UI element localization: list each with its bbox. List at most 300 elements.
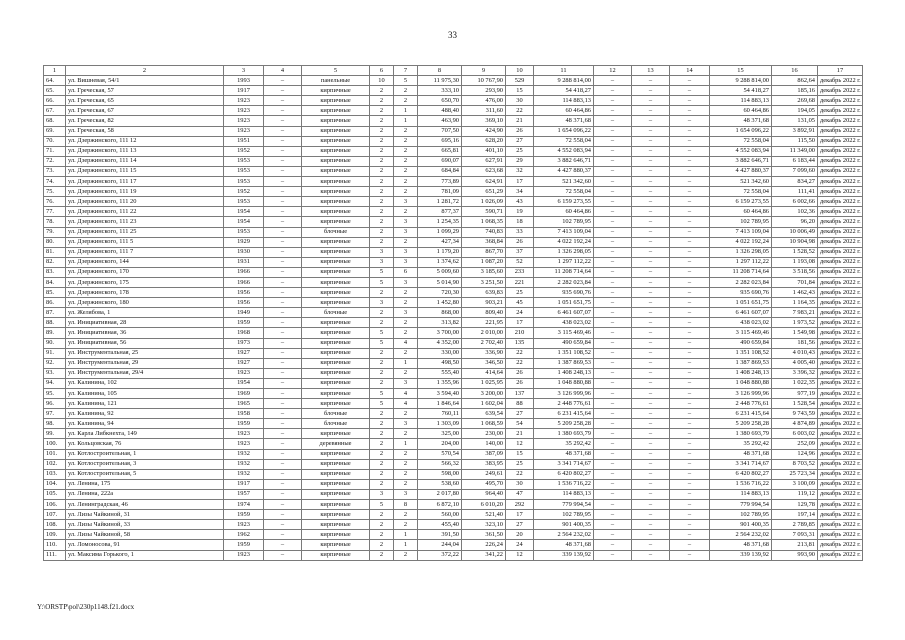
cell-cost-per-sqm: 131,05 (772, 116, 818, 126)
cell-deadline: декабрь 2022 г. (818, 217, 863, 227)
cell-col-13: – (632, 156, 670, 166)
cell-living-area: 1 068,59 (462, 419, 506, 429)
cell-col-12: – (594, 389, 632, 399)
cell-residents: 27 (506, 520, 534, 530)
cell-residents: 21 (506, 116, 534, 126)
cell-total-area: 2 017,80 (418, 489, 462, 499)
cell-entrances: 3 (394, 378, 418, 388)
cell-col-12: – (594, 288, 632, 298)
cell-col-14: – (670, 378, 710, 388)
cell-total-area: 877,37 (418, 207, 462, 217)
cell-total-area: 1 179,20 (418, 247, 462, 257)
cell-col-4: – (264, 520, 302, 530)
cell-total-area: 781,09 (418, 187, 462, 197)
cell-residents: 25 (506, 146, 534, 156)
cell-living-area: 226,24 (462, 540, 506, 550)
cell-row-number: 88. (44, 318, 66, 328)
cell-deadline: декабрь 2022 г. (818, 166, 863, 176)
cell-cost-per-sqm: 4 010,43 (772, 348, 818, 358)
cell-floors: 2 (370, 177, 394, 187)
cell-address: ул. Дзержинского, 170 (66, 267, 224, 277)
cell-col-12: – (594, 318, 632, 328)
cell-col-12: – (594, 207, 632, 217)
cell-living-area: 1 602,04 (462, 399, 506, 409)
cell-living-area: 3 185,60 (462, 267, 506, 277)
cell-deadline: декабрь 2022 г. (818, 338, 863, 348)
cell-col-13: – (632, 550, 670, 560)
cell-row-number: 79. (44, 227, 66, 237)
cell-col-12: – (594, 96, 632, 106)
cell-residents: 30 (506, 479, 534, 489)
cell-wall-material: кирпичные (302, 479, 370, 489)
cell-address: ул. Калинина, 121 (66, 399, 224, 409)
cell-col-13: – (632, 207, 670, 217)
cell-address: ул. Дзержинского, 111 22 (66, 207, 224, 217)
cell-floors: 3 (370, 298, 394, 308)
cell-row-number: 87. (44, 308, 66, 318)
cell-row-number: 104. (44, 479, 66, 489)
cell-col-13: – (632, 540, 670, 550)
cell-col-4: – (264, 318, 302, 328)
cell-build-year: 1917 (224, 479, 264, 489)
cell-build-year: 1949 (224, 308, 264, 318)
cell-floors: 2 (370, 409, 394, 419)
cell-col-13: – (632, 318, 670, 328)
table-row (44, 177, 863, 187)
cell-wall-material: блочные (302, 308, 370, 318)
table-row (44, 197, 863, 207)
cell-build-year: 1930 (224, 247, 264, 257)
cell-floors: 2 (370, 217, 394, 227)
cell-entrances: 3 (394, 257, 418, 267)
cell-col-4: – (264, 106, 302, 116)
cell-row-number: 106. (44, 500, 66, 510)
cell-col-4: – (264, 96, 302, 106)
cell-cost-funded: 2 282 023,84 (710, 277, 772, 287)
cell-wall-material: кирпичные (302, 267, 370, 277)
cell-col-14: – (670, 409, 710, 419)
cell-deadline: декабрь 2022 г. (818, 308, 863, 318)
cell-living-area: 401,10 (462, 146, 506, 156)
cell-living-area: 628,20 (462, 136, 506, 146)
cell-col-14: – (670, 429, 710, 439)
cell-col-4: – (264, 419, 302, 429)
cell-cost-funded: 1 536 716,22 (710, 479, 772, 489)
cell-residents: 26 (506, 368, 534, 378)
cell-cost-funded: 1 048 880,88 (710, 378, 772, 388)
cell-cost-per-sqm: 11 349,00 (772, 146, 818, 156)
cell-cost-per-sqm: 3 518,56 (772, 267, 818, 277)
cell-col-12: – (594, 177, 632, 187)
cell-wall-material: кирпичные (302, 550, 370, 560)
cell-col-13: – (632, 469, 670, 479)
cell-cost-per-sqm: 2 789,85 (772, 520, 818, 530)
cell-cost-funded: 114 883,13 (710, 489, 772, 499)
cell-deadline: декабрь 2022 г. (818, 439, 863, 449)
cell-total-area: 1 281,72 (418, 197, 462, 207)
cell-total-area: 570,54 (418, 449, 462, 459)
cell-total-area: 3 594,40 (418, 389, 462, 399)
cell-col-4: – (264, 348, 302, 358)
cell-living-area: 639,83 (462, 288, 506, 298)
cell-total-area: 720,30 (418, 288, 462, 298)
cell-cost-funded: 3 882 646,71 (710, 156, 772, 166)
cell-wall-material: кирпичные (302, 469, 370, 479)
cell-address: ул. Дзержинского, 111 20 (66, 197, 224, 207)
cell-col-14: – (670, 540, 710, 550)
cell-wall-material: кирпичные (302, 217, 370, 227)
cell-cost-per-sqm: 124,96 (772, 449, 818, 459)
cell-row-number: 86. (44, 298, 66, 308)
cell-residents: 12 (506, 550, 534, 560)
table-row (44, 338, 863, 348)
cell-deadline: декабрь 2022 г. (818, 76, 863, 86)
cell-deadline: декабрь 2022 г. (818, 399, 863, 409)
cell-cost-per-sqm: 8 703,52 (772, 459, 818, 469)
cell-col-14: – (670, 146, 710, 156)
cell-row-number: 66. (44, 96, 66, 106)
cell-row-number: 98. (44, 419, 66, 429)
cell-deadline: декабрь 2022 г. (818, 247, 863, 257)
cell-total-area: 650,70 (418, 96, 462, 106)
cell-col-4: – (264, 207, 302, 217)
cell-wall-material: кирпичные (302, 378, 370, 388)
cell-cost-total: 60 464,86 (534, 207, 594, 217)
table-row (44, 459, 863, 469)
cell-wall-material: кирпичные (302, 237, 370, 247)
cell-total-area: 598,00 (418, 469, 462, 479)
cell-address: ул. Дзержинского, 111 12 (66, 136, 224, 146)
cell-cost-total: 1 297 112,22 (534, 257, 594, 267)
cell-row-number: 72. (44, 156, 66, 166)
cell-cost-total: 438 023,02 (534, 318, 594, 328)
cell-wall-material: кирпичные (302, 277, 370, 287)
cell-build-year: 1956 (224, 298, 264, 308)
cell-build-year: 1969 (224, 389, 264, 399)
cell-floors: 3 (370, 247, 394, 257)
cell-col-4: – (264, 459, 302, 469)
cell-total-area: 1 452,80 (418, 298, 462, 308)
cell-living-area: 590,71 (462, 207, 506, 217)
cell-build-year: 1923 (224, 368, 264, 378)
cell-living-area: 140,00 (462, 439, 506, 449)
cell-col-12: – (594, 419, 632, 429)
cell-col-14: – (670, 96, 710, 106)
cell-residents: 292 (506, 500, 534, 510)
cell-col-12: – (594, 429, 632, 439)
cell-cost-per-sqm: 10 006,49 (772, 227, 818, 237)
cell-col-12: – (594, 500, 632, 510)
cell-living-area: 3 200,00 (462, 389, 506, 399)
cell-residents: 27 (506, 409, 534, 419)
cell-col-14: – (670, 227, 710, 237)
cell-col-14: – (670, 126, 710, 136)
cell-wall-material: кирпичные (302, 389, 370, 399)
cell-col-14: – (670, 207, 710, 217)
cell-col-12: – (594, 106, 632, 116)
cell-address: ул. Греческая, 67 (66, 106, 224, 116)
cell-col-14: – (670, 489, 710, 499)
cell-total-area: 6 872,10 (418, 500, 462, 510)
cell-cost-funded: 779 994,54 (710, 500, 772, 510)
cell-cost-per-sqm: 3 892,91 (772, 126, 818, 136)
cell-floors: 2 (370, 106, 394, 116)
cell-col-12: – (594, 439, 632, 449)
cell-col-13: – (632, 338, 670, 348)
cell-cost-funded: 60 464,86 (710, 207, 772, 217)
cell-cost-total: 521 342,60 (534, 177, 594, 187)
table-row (44, 247, 863, 257)
cell-total-area: 560,00 (418, 510, 462, 520)
table-row (44, 358, 863, 368)
cell-floors: 2 (370, 166, 394, 176)
cell-cost-funded: 54 418,27 (710, 86, 772, 96)
cell-col-12: – (594, 146, 632, 156)
cell-deadline: декабрь 2022 г. (818, 136, 863, 146)
cell-wall-material: кирпичные (302, 288, 370, 298)
cell-entrances: 2 (394, 318, 418, 328)
cell-build-year: 1932 (224, 469, 264, 479)
column-header-12: 12 (594, 66, 632, 76)
cell-cost-per-sqm: 6 003,02 (772, 429, 818, 439)
cell-deadline: декабрь 2022 г. (818, 409, 863, 419)
cell-deadline: декабрь 2022 г. (818, 449, 863, 459)
cell-col-14: – (670, 237, 710, 247)
cell-col-14: – (670, 338, 710, 348)
cell-cost-per-sqm: 96,20 (772, 217, 818, 227)
cell-residents: 34 (506, 187, 534, 197)
cell-col-14: – (670, 187, 710, 197)
cell-wall-material: панельные (302, 76, 370, 86)
cell-cost-per-sqm: 1 528,54 (772, 399, 818, 409)
cell-col-13: – (632, 106, 670, 116)
cell-cost-funded: 1 380 693,79 (710, 429, 772, 439)
cell-total-area: 204,00 (418, 439, 462, 449)
cell-cost-funded: 72 558,04 (710, 187, 772, 197)
cell-col-14: – (670, 298, 710, 308)
cell-cost-total: 779 994,54 (534, 500, 594, 510)
cell-cost-total: 3 115 469,46 (534, 328, 594, 338)
cell-address: ул. Дзержинского, 111 17 (66, 177, 224, 187)
cell-cost-total: 935 690,76 (534, 288, 594, 298)
cell-col-14: – (670, 348, 710, 358)
cell-address: ул. Калинина, 94 (66, 419, 224, 429)
cell-residents: 19 (506, 207, 534, 217)
cell-row-number: 89. (44, 328, 66, 338)
cell-col-4: – (264, 217, 302, 227)
cell-cost-funded: 60 464,86 (710, 106, 772, 116)
cell-cost-funded: 114 883,13 (710, 96, 772, 106)
cell-deadline: декабрь 2022 г. (818, 500, 863, 510)
table-row (44, 389, 863, 399)
cell-wall-material: кирпичные (302, 116, 370, 126)
table-row (44, 378, 863, 388)
cell-cost-per-sqm: 1 164,35 (772, 298, 818, 308)
cell-residents: 26 (506, 237, 534, 247)
cell-row-number: 92. (44, 358, 66, 368)
cell-wall-material: блочные (302, 419, 370, 429)
cell-cost-funded: 4 022 192,24 (710, 237, 772, 247)
cell-address: ул. Котлостроительная, 1 (66, 449, 224, 459)
cell-col-12: – (594, 298, 632, 308)
cell-entrances: 2 (394, 237, 418, 247)
cell-col-12: – (594, 449, 632, 459)
cell-floors: 2 (370, 288, 394, 298)
cell-col-12: – (594, 459, 632, 469)
cell-wall-material: кирпичные (302, 247, 370, 257)
cell-build-year: 1959 (224, 318, 264, 328)
cell-col-4: – (264, 247, 302, 257)
cell-cost-funded: 521 342,60 (710, 177, 772, 187)
cell-col-4: – (264, 288, 302, 298)
cell-deadline: декабрь 2022 г. (818, 530, 863, 540)
cell-entrances: 2 (394, 166, 418, 176)
cell-address: ул. Кольцовская, 76 (66, 439, 224, 449)
cell-col-4: – (264, 257, 302, 267)
cell-col-4: – (264, 177, 302, 187)
cell-row-number: 100. (44, 439, 66, 449)
cell-cost-funded: 6 461 607,07 (710, 308, 772, 318)
table-row (44, 136, 863, 146)
cell-build-year: 1968 (224, 328, 264, 338)
cell-floors: 2 (370, 146, 394, 156)
cell-floors: 2 (370, 237, 394, 247)
cell-total-area: 773,89 (418, 177, 462, 187)
cell-row-number: 68. (44, 116, 66, 126)
cell-wall-material: кирпичные (302, 449, 370, 459)
cell-col-4: – (264, 378, 302, 388)
table-row (44, 318, 863, 328)
cell-wall-material: кирпичные (302, 489, 370, 499)
cell-col-13: – (632, 267, 670, 277)
cell-cost-total: 2 564 232,02 (534, 530, 594, 540)
cell-col-12: – (594, 409, 632, 419)
cell-cost-funded: 438 023,02 (710, 318, 772, 328)
cell-floors: 3 (370, 257, 394, 267)
table-row (44, 308, 863, 318)
cell-entrances: 2 (394, 459, 418, 469)
cell-cost-funded: 1 051 651,75 (710, 298, 772, 308)
cell-build-year: 1965 (224, 399, 264, 409)
cell-col-13: – (632, 197, 670, 207)
cell-deadline: декабрь 2022 г. (818, 267, 863, 277)
cell-col-12: – (594, 510, 632, 520)
cell-entrances: 4 (394, 389, 418, 399)
cell-col-12: – (594, 338, 632, 348)
cell-cost-funded: 2 564 232,02 (710, 530, 772, 540)
cell-col-12: – (594, 308, 632, 318)
cell-floors: 2 (370, 358, 394, 368)
cell-deadline: декабрь 2022 г. (818, 257, 863, 267)
cell-cost-per-sqm: 181,56 (772, 338, 818, 348)
cell-row-number: 64. (44, 76, 66, 86)
cell-build-year: 1923 (224, 520, 264, 530)
cell-entrances: 2 (394, 288, 418, 298)
cell-col-13: – (632, 358, 670, 368)
cell-entrances: 2 (394, 126, 418, 136)
cell-col-4: – (264, 409, 302, 419)
cell-build-year: 1959 (224, 510, 264, 520)
cell-row-number: 95. (44, 389, 66, 399)
cell-entrances: 2 (394, 479, 418, 489)
cell-living-area: 495,70 (462, 479, 506, 489)
column-header-15: 15 (710, 66, 772, 76)
cell-deadline: декабрь 2022 г. (818, 459, 863, 469)
cell-entrances: 3 (394, 247, 418, 257)
cell-build-year: 1974 (224, 500, 264, 510)
column-header-6: 6 (370, 66, 394, 76)
cell-col-12: – (594, 227, 632, 237)
cell-col-4: – (264, 146, 302, 156)
cell-col-4: – (264, 267, 302, 277)
column-header-5: 5 (302, 66, 370, 76)
cell-deadline: декабрь 2022 г. (818, 348, 863, 358)
cell-cost-per-sqm: 7 093,31 (772, 530, 818, 540)
cell-address: ул. Дзержинского, 111 13 (66, 146, 224, 156)
cell-total-area: 463,90 (418, 116, 462, 126)
cell-col-12: – (594, 247, 632, 257)
cell-col-13: – (632, 500, 670, 510)
cell-wall-material: кирпичные (302, 86, 370, 96)
cell-cost-per-sqm: 3 100,09 (772, 479, 818, 489)
cell-living-area: 414,64 (462, 368, 506, 378)
cell-wall-material: кирпичные (302, 368, 370, 378)
table-row (44, 348, 863, 358)
cell-total-area: 333,10 (418, 86, 462, 96)
cell-col-13: – (632, 187, 670, 197)
cell-cost-funded: 48 371,68 (710, 116, 772, 126)
cell-cost-total: 1 048 880,88 (534, 378, 594, 388)
cell-total-area: 566,32 (418, 459, 462, 469)
cell-col-4: – (264, 166, 302, 176)
cell-col-4: – (264, 126, 302, 136)
cell-floors: 2 (370, 187, 394, 197)
cell-col-4: – (264, 237, 302, 247)
cell-col-14: – (670, 449, 710, 459)
cell-total-area: 1 303,09 (418, 419, 462, 429)
table-row (44, 479, 863, 489)
cell-col-13: – (632, 247, 670, 257)
cell-total-area: 1 254,35 (418, 217, 462, 227)
cell-build-year: 1953 (224, 156, 264, 166)
cell-deadline: декабрь 2022 г. (818, 510, 863, 520)
cell-total-area: 538,60 (418, 479, 462, 489)
page-number: 33 (448, 30, 457, 40)
cell-row-number: 96. (44, 399, 66, 409)
cell-deadline: декабрь 2022 г. (818, 177, 863, 187)
cell-floors: 2 (370, 318, 394, 328)
cell-address: ул. Греческая, 58 (66, 126, 224, 136)
cell-col-14: – (670, 500, 710, 510)
cell-row-number: 69. (44, 126, 66, 136)
cell-address: ул. Инструментальная, 29 (66, 358, 224, 368)
cell-deadline: декабрь 2022 г. (818, 550, 863, 560)
cell-wall-material: кирпичные (302, 358, 370, 368)
cell-build-year: 1923 (224, 106, 264, 116)
cell-col-14: – (670, 510, 710, 520)
cell-entrances: 2 (394, 96, 418, 106)
cell-cost-total: 102 789,95 (534, 217, 594, 227)
cell-cost-total: 48 371,68 (534, 449, 594, 459)
cell-floors: 2 (370, 368, 394, 378)
table-row (44, 267, 863, 277)
cell-col-4: – (264, 76, 302, 86)
cell-living-area: 293,90 (462, 86, 506, 96)
cell-deadline: декабрь 2022 г. (818, 520, 863, 530)
cell-deadline: декабрь 2022 г. (818, 368, 863, 378)
cell-residents: 15 (506, 86, 534, 96)
cell-wall-material: деревянные (302, 439, 370, 449)
